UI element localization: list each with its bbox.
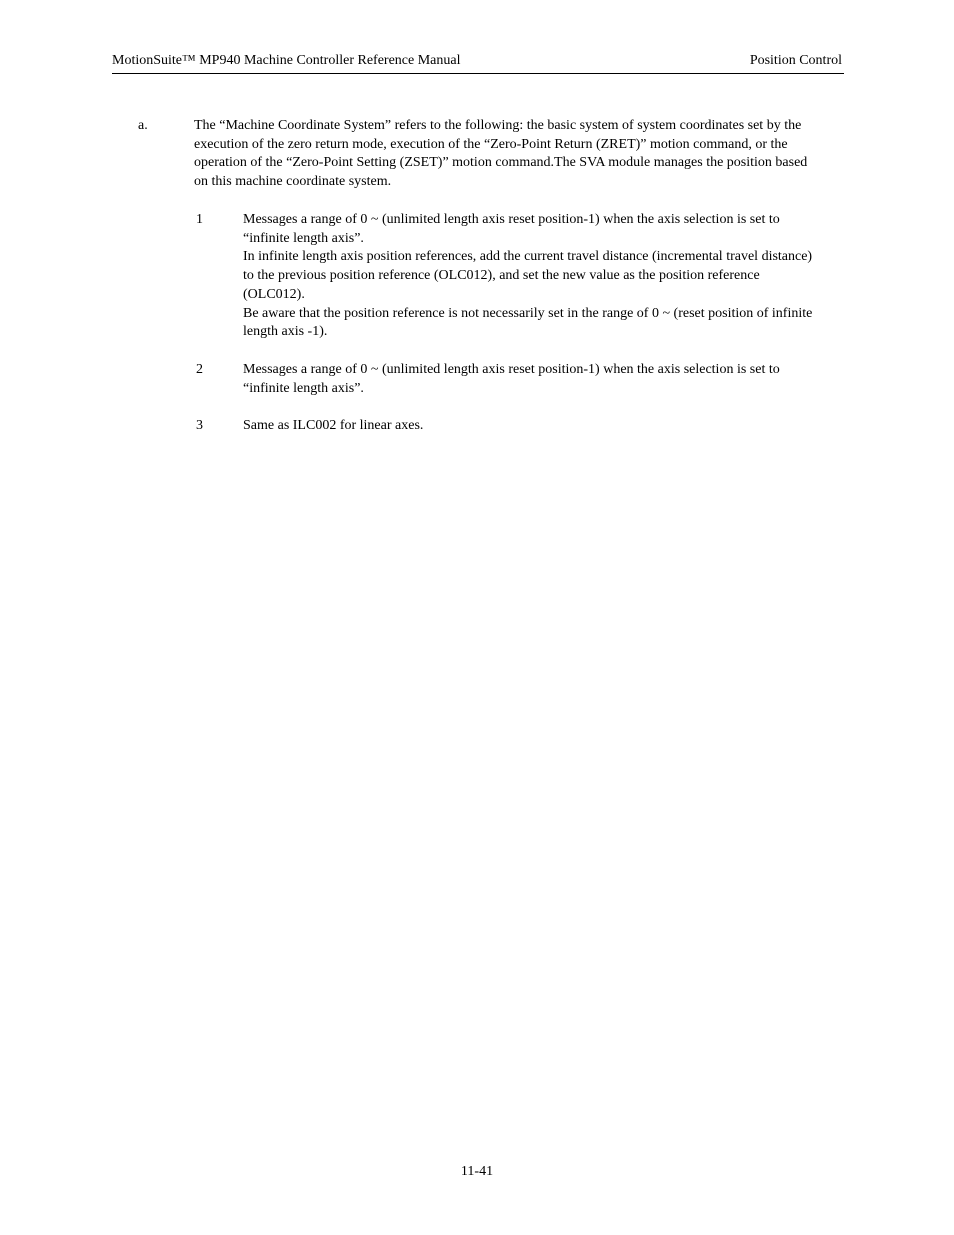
page-number: 11-41 — [460, 1164, 494, 1179]
section-title: Position Control — [749, 53, 842, 68]
subnote-text — [243, 361, 816, 398]
subnote-number: 2 — [196, 362, 203, 377]
page-header — [112, 52, 844, 74]
subnote-paragraph: Same as ILC002 for linear axes. — [243, 418, 424, 433]
subnote-paragraph: In infinite length axis position references, add the current travel distance (incremental travel distance) to the previous position reference (OLC012), and set the new value as the position reference (OLC012). — [243, 249, 813, 302]
manual-title: MotionSuite™ MP940 Machine Controller Reference Manual — [112, 53, 461, 68]
note-label: a. — [138, 118, 148, 133]
subnote-paragraph: Messages a range of 0 ~ (unlimited length axis reset position-1) when the axis selection is set to “infinite length axis”. — [243, 212, 780, 246]
subnote-text — [243, 417, 816, 436]
subnote-text — [243, 211, 816, 342]
subnote-paragraph: Messages a range of 0 ~ (unlimited length axis reset position-1) when the axis selection is set to “infinite length axis”. — [243, 362, 780, 396]
note-text: The “Machine Coordinate System” refers to the following: the basic system of system coordinates set by the execution of the zero return mode, execution of the “Zero-Point Return (ZRET)” motion command, or the operation of the “Zero-Point Setting (ZSET)” motion command.The SVA module manages the position based on this machine coordinate system. — [194, 118, 808, 190]
subnote-number: 1 — [196, 212, 203, 227]
subnote-paragraph: Be aware that the position reference is not necessarily set in the range of 0 ~ (reset position of infinite length axis -1). — [243, 305, 813, 340]
subnote-number: 3 — [196, 418, 203, 433]
